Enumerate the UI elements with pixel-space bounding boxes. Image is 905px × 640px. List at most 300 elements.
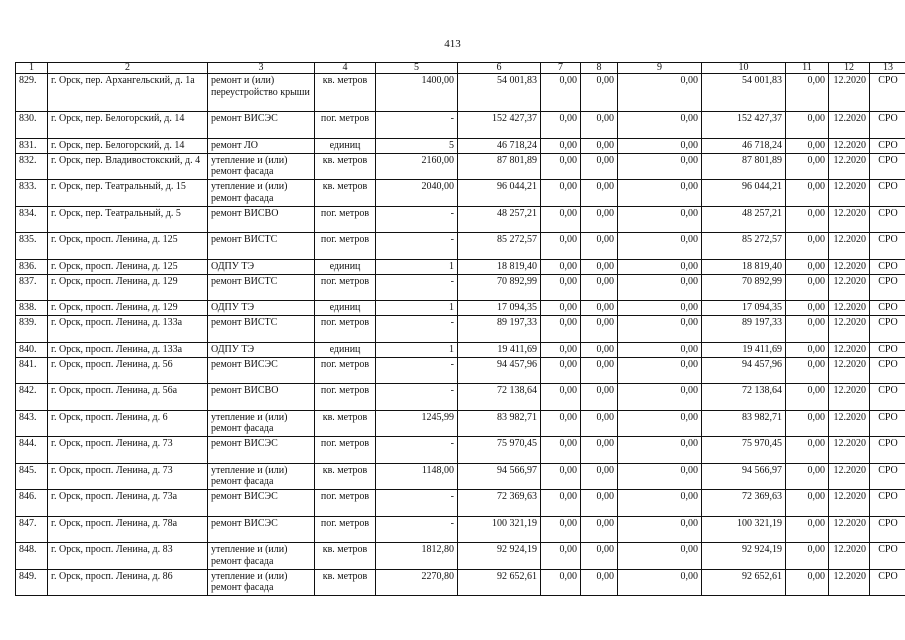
executor-cell: СРО [870, 357, 905, 384]
address-cell: г. Орск, пер. Владивостокский, д. 4 [48, 153, 208, 180]
executor-cell: СРО [870, 569, 905, 596]
total-cost-cell: 85 272,57 [458, 233, 541, 260]
table-row [16, 153, 905, 180]
row-number: 834. [16, 206, 48, 233]
table-row [16, 569, 905, 596]
address-cell: г. Орск, просп. Ленина, д. 78а [48, 516, 208, 543]
other-funds-cell: 0,00 [786, 206, 829, 233]
quantity-cell: 1400,00 [376, 74, 458, 112]
row-number: 835. [16, 233, 48, 260]
unit-cell: кв. метров [315, 180, 376, 207]
work-type-cell: ремонт ВИСВО [208, 206, 315, 233]
column-number: 8 [581, 63, 618, 74]
owners-funds-cell: 17 094,35 [702, 301, 786, 316]
quantity-cell: 1245,99 [376, 410, 458, 437]
column-number: 9 [618, 63, 702, 74]
executor-cell: СРО [870, 180, 905, 207]
address-cell: г. Орск, просп. Ленина, д. 133а [48, 316, 208, 343]
table-row [16, 74, 905, 112]
row-number: 848. [16, 543, 48, 570]
total-cost-cell: 19 411,69 [458, 342, 541, 357]
deadline-cell: 12.2020 [829, 153, 870, 180]
fund-cell: 0,00 [541, 274, 581, 301]
address-cell: г. Орск, пер. Театральный, д. 5 [48, 206, 208, 233]
row-number: 845. [16, 463, 48, 490]
owners-funds-cell: 96 044,21 [702, 180, 786, 207]
fund-cell: 0,00 [581, 233, 618, 260]
fund-cell: 0,00 [618, 384, 702, 411]
other-funds-cell: 0,00 [786, 490, 829, 517]
owners-funds-cell: 48 257,21 [702, 206, 786, 233]
column-number: 7 [541, 63, 581, 74]
fund-cell: 0,00 [618, 259, 702, 274]
row-number: 838. [16, 301, 48, 316]
total-cost-cell: 152 427,37 [458, 112, 541, 139]
fund-cell: 0,00 [541, 490, 581, 517]
unit-cell: кв. метров [315, 569, 376, 596]
work-type-cell: ремонт ВИСВО [208, 384, 315, 411]
unit-cell: единиц [315, 342, 376, 357]
address-cell: г. Орск, пер. Архангельский, д. 1а [48, 74, 208, 112]
work-type-cell: утепление и (или) ремонт фасада [208, 569, 315, 596]
deadline-cell: 12.2020 [829, 569, 870, 596]
deadline-cell: 12.2020 [829, 316, 870, 343]
owners-funds-cell: 94 566,97 [702, 463, 786, 490]
fund-cell: 0,00 [581, 516, 618, 543]
unit-cell: пог. метров [315, 437, 376, 464]
unit-cell: кв. метров [315, 410, 376, 437]
row-number: 849. [16, 569, 48, 596]
executor-cell: СРО [870, 437, 905, 464]
address-cell: г. Орск, просп. Ленина, д. 56а [48, 384, 208, 411]
fund-cell: 0,00 [618, 138, 702, 153]
address-cell: г. Орск, просп. Ленина, д. 125 [48, 259, 208, 274]
fund-cell: 0,00 [618, 410, 702, 437]
column-number-row [16, 63, 905, 74]
fund-cell: 0,00 [618, 112, 702, 139]
work-type-cell: ремонт ВИСТС [208, 274, 315, 301]
total-cost-cell: 83 982,71 [458, 410, 541, 437]
unit-cell: пог. метров [315, 490, 376, 517]
quantity-cell: - [376, 112, 458, 139]
work-type-cell: ремонт ЛО [208, 138, 315, 153]
quantity-cell: - [376, 233, 458, 260]
unit-cell: пог. метров [315, 357, 376, 384]
quantity-cell: 1148,00 [376, 463, 458, 490]
table-row [16, 463, 905, 490]
address-cell: г. Орск, просп. Ленина, д. 83 [48, 543, 208, 570]
work-type-cell: ремонт ВИСЭС [208, 490, 315, 517]
row-number: 836. [16, 259, 48, 274]
owners-funds-cell: 19 411,69 [702, 342, 786, 357]
total-cost-cell: 48 257,21 [458, 206, 541, 233]
executor-cell: СРО [870, 463, 905, 490]
column-number: 3 [208, 63, 315, 74]
deadline-cell: 12.2020 [829, 516, 870, 543]
work-type-cell: утепление и (или) ремонт фасада [208, 153, 315, 180]
owners-funds-cell: 72 138,64 [702, 384, 786, 411]
unit-cell: кв. метров [315, 74, 376, 112]
table-row [16, 316, 905, 343]
other-funds-cell: 0,00 [786, 384, 829, 411]
fund-cell: 0,00 [618, 516, 702, 543]
executor-cell: СРО [870, 259, 905, 274]
row-number: 829. [16, 74, 48, 112]
table-row [16, 112, 905, 139]
unit-cell: единиц [315, 138, 376, 153]
executor-cell: СРО [870, 316, 905, 343]
total-cost-cell: 92 652,61 [458, 569, 541, 596]
fund-cell: 0,00 [618, 233, 702, 260]
unit-cell: кв. метров [315, 463, 376, 490]
fund-cell: 0,00 [581, 206, 618, 233]
table-row [16, 516, 905, 543]
row-number: 833. [16, 180, 48, 207]
quantity-cell: - [376, 516, 458, 543]
fund-cell: 0,00 [618, 316, 702, 343]
table-row [16, 357, 905, 384]
fund-cell: 0,00 [618, 543, 702, 570]
deadline-cell: 12.2020 [829, 543, 870, 570]
table-row [16, 233, 905, 260]
work-type-cell: ремонт ВИСТС [208, 233, 315, 260]
deadline-cell: 12.2020 [829, 259, 870, 274]
owners-funds-cell: 18 819,40 [702, 259, 786, 274]
fund-cell: 0,00 [581, 316, 618, 343]
table-row [16, 138, 905, 153]
unit-cell: единиц [315, 259, 376, 274]
other-funds-cell: 0,00 [786, 342, 829, 357]
table-row [16, 437, 905, 464]
address-cell: г. Орск, просп. Ленина, д. 125 [48, 233, 208, 260]
owners-funds-cell: 92 924,19 [702, 543, 786, 570]
fund-cell: 0,00 [541, 112, 581, 139]
executor-cell: СРО [870, 384, 905, 411]
fund-cell: 0,00 [581, 274, 618, 301]
capital-repair-table [15, 62, 905, 596]
total-cost-cell: 96 044,21 [458, 180, 541, 207]
owners-funds-cell: 83 982,71 [702, 410, 786, 437]
column-number: 1 [16, 63, 48, 74]
row-number: 831. [16, 138, 48, 153]
quantity-cell: 2040,00 [376, 180, 458, 207]
address-cell: г. Орск, просп. Ленина, д. 6 [48, 410, 208, 437]
fund-cell: 0,00 [541, 138, 581, 153]
executor-cell: СРО [870, 543, 905, 570]
unit-cell: кв. метров [315, 543, 376, 570]
executor-cell: СРО [870, 206, 905, 233]
fund-cell: 0,00 [581, 357, 618, 384]
work-type-cell: ОДПУ ТЭ [208, 301, 315, 316]
owners-funds-cell: 94 457,96 [702, 357, 786, 384]
total-cost-cell: 70 892,99 [458, 274, 541, 301]
fund-cell: 0,00 [541, 463, 581, 490]
total-cost-cell: 54 001,83 [458, 74, 541, 112]
owners-funds-cell: 70 892,99 [702, 274, 786, 301]
table-row [16, 490, 905, 517]
fund-cell: 0,00 [581, 74, 618, 112]
executor-cell: СРО [870, 112, 905, 139]
owners-funds-cell: 54 001,83 [702, 74, 786, 112]
other-funds-cell: 0,00 [786, 437, 829, 464]
fund-cell: 0,00 [541, 153, 581, 180]
total-cost-cell: 89 197,33 [458, 316, 541, 343]
executor-cell: СРО [870, 516, 905, 543]
fund-cell: 0,00 [581, 259, 618, 274]
table-row [16, 301, 905, 316]
fund-cell: 0,00 [618, 490, 702, 517]
executor-cell: СРО [870, 301, 905, 316]
column-number: 13 [870, 63, 905, 74]
fund-cell: 0,00 [618, 342, 702, 357]
quantity-cell: - [376, 437, 458, 464]
deadline-cell: 12.2020 [829, 138, 870, 153]
total-cost-cell: 75 970,45 [458, 437, 541, 464]
work-type-cell: утепление и (или) ремонт фасада [208, 463, 315, 490]
page-number: 413 [444, 38, 461, 50]
address-cell: г. Орск, просп. Ленина, д. 73 [48, 437, 208, 464]
deadline-cell: 12.2020 [829, 180, 870, 207]
fund-cell: 0,00 [618, 569, 702, 596]
work-type-cell: ремонт ВИСЭС [208, 357, 315, 384]
work-type-cell: ремонт ВИСЭС [208, 516, 315, 543]
executor-cell: СРО [870, 74, 905, 112]
deadline-cell: 12.2020 [829, 384, 870, 411]
work-type-cell: ремонт и (или) переустройство крыши [208, 74, 315, 112]
executor-cell: СРО [870, 342, 905, 357]
fund-cell: 0,00 [618, 301, 702, 316]
deadline-cell: 12.2020 [829, 112, 870, 139]
other-funds-cell: 0,00 [786, 410, 829, 437]
owners-funds-cell: 72 369,63 [702, 490, 786, 517]
address-cell: г. Орск, просп. Ленина, д. 56 [48, 357, 208, 384]
fund-cell: 0,00 [541, 259, 581, 274]
fund-cell: 0,00 [541, 543, 581, 570]
fund-cell: 0,00 [581, 490, 618, 517]
other-funds-cell: 0,00 [786, 233, 829, 260]
fund-cell: 0,00 [581, 153, 618, 180]
row-number: 844. [16, 437, 48, 464]
work-type-cell: утепление и (или) ремонт фасада [208, 543, 315, 570]
other-funds-cell: 0,00 [786, 543, 829, 570]
quantity-cell: 2270,80 [376, 569, 458, 596]
row-number: 840. [16, 342, 48, 357]
owners-funds-cell: 152 427,37 [702, 112, 786, 139]
total-cost-cell: 92 924,19 [458, 543, 541, 570]
fund-cell: 0,00 [618, 463, 702, 490]
fund-cell: 0,00 [618, 206, 702, 233]
executor-cell: СРО [870, 274, 905, 301]
unit-cell: пог. метров [315, 206, 376, 233]
fund-cell: 0,00 [541, 437, 581, 464]
quantity-cell: - [376, 384, 458, 411]
column-number: 12 [829, 63, 870, 74]
quantity-cell: 1 [376, 301, 458, 316]
column-number: 6 [458, 63, 541, 74]
address-cell: г. Орск, пер. Белогорский, д. 14 [48, 112, 208, 139]
address-cell: г. Орск, просп. Ленина, д. 133а [48, 342, 208, 357]
column-number: 5 [376, 63, 458, 74]
fund-cell: 0,00 [541, 180, 581, 207]
row-number: 837. [16, 274, 48, 301]
unit-cell: пог. метров [315, 274, 376, 301]
table-body [16, 63, 905, 596]
total-cost-cell: 17 094,35 [458, 301, 541, 316]
address-cell: г. Орск, просп. Ленина, д. 73а [48, 490, 208, 517]
work-type-cell: утепление и (или) ремонт фасада [208, 410, 315, 437]
column-number: 4 [315, 63, 376, 74]
other-funds-cell: 0,00 [786, 301, 829, 316]
executor-cell: СРО [870, 138, 905, 153]
column-number: 10 [702, 63, 786, 74]
column-number: 11 [786, 63, 829, 74]
deadline-cell: 12.2020 [829, 74, 870, 112]
fund-cell: 0,00 [581, 301, 618, 316]
other-funds-cell: 0,00 [786, 463, 829, 490]
unit-cell: пог. метров [315, 112, 376, 139]
quantity-cell: - [376, 357, 458, 384]
table-row [16, 274, 905, 301]
fund-cell: 0,00 [541, 569, 581, 596]
deadline-cell: 12.2020 [829, 342, 870, 357]
work-type-cell: утепление и (или) ремонт фасада [208, 180, 315, 207]
fund-cell: 0,00 [581, 410, 618, 437]
fund-cell: 0,00 [541, 384, 581, 411]
work-type-cell: ОДПУ ТЭ [208, 259, 315, 274]
row-number: 841. [16, 357, 48, 384]
total-cost-cell: 72 369,63 [458, 490, 541, 517]
fund-cell: 0,00 [581, 112, 618, 139]
fund-cell: 0,00 [541, 357, 581, 384]
fund-cell: 0,00 [581, 180, 618, 207]
table-row [16, 410, 905, 437]
quantity-cell: 5 [376, 138, 458, 153]
deadline-cell: 12.2020 [829, 490, 870, 517]
owners-funds-cell: 89 197,33 [702, 316, 786, 343]
address-cell: г. Орск, просп. Ленина, д. 73 [48, 463, 208, 490]
quantity-cell: - [376, 274, 458, 301]
owners-funds-cell: 100 321,19 [702, 516, 786, 543]
address-cell: г. Орск, просп. Ленина, д. 129 [48, 301, 208, 316]
row-number: 832. [16, 153, 48, 180]
executor-cell: СРО [870, 233, 905, 260]
total-cost-cell: 87 801,89 [458, 153, 541, 180]
quantity-cell: 2160,00 [376, 153, 458, 180]
fund-cell: 0,00 [618, 153, 702, 180]
unit-cell: пог. метров [315, 516, 376, 543]
deadline-cell: 12.2020 [829, 437, 870, 464]
column-number: 2 [48, 63, 208, 74]
table-row [16, 342, 905, 357]
other-funds-cell: 0,00 [786, 569, 829, 596]
row-number: 842. [16, 384, 48, 411]
fund-cell: 0,00 [581, 437, 618, 464]
fund-cell: 0,00 [581, 342, 618, 357]
other-funds-cell: 0,00 [786, 259, 829, 274]
quantity-cell: - [376, 490, 458, 517]
total-cost-cell: 94 566,97 [458, 463, 541, 490]
quantity-cell: - [376, 316, 458, 343]
total-cost-cell: 18 819,40 [458, 259, 541, 274]
deadline-cell: 12.2020 [829, 206, 870, 233]
fund-cell: 0,00 [541, 516, 581, 543]
executor-cell: СРО [870, 410, 905, 437]
total-cost-cell: 46 718,24 [458, 138, 541, 153]
quantity-cell: 1812,80 [376, 543, 458, 570]
fund-cell: 0,00 [541, 410, 581, 437]
fund-cell: 0,00 [541, 233, 581, 260]
row-number: 843. [16, 410, 48, 437]
deadline-cell: 12.2020 [829, 357, 870, 384]
other-funds-cell: 0,00 [786, 316, 829, 343]
fund-cell: 0,00 [581, 138, 618, 153]
fund-cell: 0,00 [581, 543, 618, 570]
total-cost-cell: 72 138,64 [458, 384, 541, 411]
unit-cell: пог. метров [315, 233, 376, 260]
table-row [16, 543, 905, 570]
deadline-cell: 12.2020 [829, 274, 870, 301]
fund-cell: 0,00 [541, 316, 581, 343]
unit-cell: единиц [315, 301, 376, 316]
address-cell: г. Орск, пер. Театральный, д. 15 [48, 180, 208, 207]
fund-cell: 0,00 [541, 301, 581, 316]
fund-cell: 0,00 [541, 342, 581, 357]
deadline-cell: 12.2020 [829, 410, 870, 437]
row-number: 839. [16, 316, 48, 343]
fund-cell: 0,00 [618, 437, 702, 464]
other-funds-cell: 0,00 [786, 153, 829, 180]
row-number: 830. [16, 112, 48, 139]
fund-cell: 0,00 [581, 569, 618, 596]
other-funds-cell: 0,00 [786, 180, 829, 207]
executor-cell: СРО [870, 153, 905, 180]
row-number: 847. [16, 516, 48, 543]
other-funds-cell: 0,00 [786, 138, 829, 153]
unit-cell: кв. метров [315, 153, 376, 180]
owners-funds-cell: 46 718,24 [702, 138, 786, 153]
row-number: 846. [16, 490, 48, 517]
owners-funds-cell: 85 272,57 [702, 233, 786, 260]
work-type-cell: ремонт ВИСЭС [208, 112, 315, 139]
other-funds-cell: 0,00 [786, 357, 829, 384]
fund-cell: 0,00 [618, 357, 702, 384]
owners-funds-cell: 75 970,45 [702, 437, 786, 464]
quantity-cell: - [376, 206, 458, 233]
owners-funds-cell: 87 801,89 [702, 153, 786, 180]
work-type-cell: ОДПУ ТЭ [208, 342, 315, 357]
quantity-cell: 1 [376, 342, 458, 357]
unit-cell: пог. метров [315, 316, 376, 343]
other-funds-cell: 0,00 [786, 274, 829, 301]
table-row [16, 384, 905, 411]
work-type-cell: ремонт ВИСТС [208, 316, 315, 343]
fund-cell: 0,00 [581, 463, 618, 490]
fund-cell: 0,00 [541, 206, 581, 233]
other-funds-cell: 0,00 [786, 516, 829, 543]
quantity-cell: 1 [376, 259, 458, 274]
table-row [16, 180, 905, 207]
total-cost-cell: 100 321,19 [458, 516, 541, 543]
address-cell: г. Орск, пер. Белогорский, д. 14 [48, 138, 208, 153]
other-funds-cell: 0,00 [786, 74, 829, 112]
address-cell: г. Орск, просп. Ленина, д. 86 [48, 569, 208, 596]
deadline-cell: 12.2020 [829, 233, 870, 260]
table-row [16, 259, 905, 274]
address-cell: г. Орск, просп. Ленина, д. 129 [48, 274, 208, 301]
unit-cell: пог. метров [315, 384, 376, 411]
fund-cell: 0,00 [618, 274, 702, 301]
fund-cell: 0,00 [618, 74, 702, 112]
